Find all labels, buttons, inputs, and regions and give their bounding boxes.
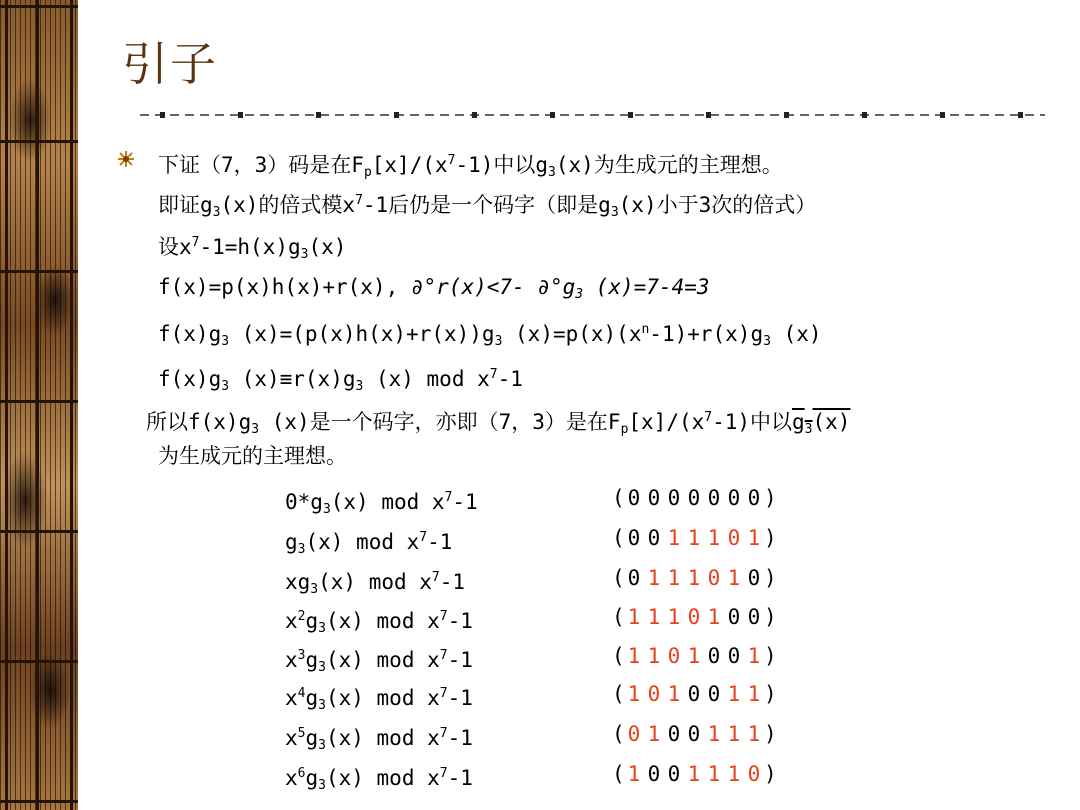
text-line-3: 设$x^7-1=h(x)g_3(x)$: [158, 235, 347, 262]
table-row-expr: $x^3g_3(x)$ mod $x^7-1$: [285, 648, 473, 675]
table-row-codeword: ( 0 1 0 0 1 1 1 ): [612, 722, 777, 746]
table-row-codeword: ( 1 0 0 1 1 1 0 ): [612, 762, 777, 786]
dashed-divider: [140, 110, 1045, 120]
text-line-7: 所以$f(x)g_3$ (x)是一个码字，亦即（7，3）是在$F_p[x]/(x^7-1)$中以$g_3(x)$: [146, 410, 851, 437]
text-line-5: $f(x)g_3$ $(x)=(p(x)h(x)+r(x))g_3$ $(x)=p(x)(x^n-1)+r(x)g_3$ (x): [158, 322, 822, 349]
table-row-codeword: ( 1 0 1 0 0 1 1 ): [612, 682, 777, 706]
table-row-codeword: ( 1 1 0 1 0 0 1 ): [612, 644, 777, 668]
table-row-codeword: ( 1 1 1 0 1 0 0 ): [612, 605, 777, 629]
table-row-codeword: ( 0 0 0 0 0 0 0 ): [612, 486, 777, 510]
text-line-8: 为生成元的主理想。: [158, 444, 347, 468]
text-line-2: 即证$g_3(x)$的倍式模$x^7-1$后仍是一个码字（即是$g_3(x)$小于3次的倍式）: [158, 193, 817, 220]
table-row-expr: $g_3(x)$ mod $x^7-1$: [285, 530, 453, 557]
star-bullet-icon: [117, 150, 135, 168]
table-row-expr: $x^5g_3(x)$ mod $x^7-1$: [285, 726, 473, 753]
table-row-expr: $x^2g_3(x)$ mod $x^7-1$: [285, 609, 473, 636]
table-row-codeword: ( 0 1 1 1 0 1 0 ): [612, 566, 777, 590]
table-row-expr: $0*g_3(x)$ mod $x^7-1$: [285, 490, 478, 517]
table-row-codeword: ( 0 0 1 1 1 0 1 ): [612, 526, 777, 550]
text-line-4: f(x)=p(x)h(x)+r(x), ∂°r(x)<7- $\partial^\circ g_3$ (x)=7-4=3: [158, 275, 710, 302]
table-row-expr: $x^4g_3(x)$ mod $x^7-1$: [285, 686, 473, 713]
slide-title: 引子: [122, 37, 218, 91]
text-line-6: $f(x)g_3$ $(x)\equiv r(x)g_3$ (x) mod $x^7-1$: [158, 367, 523, 394]
text-line-1: 下证（7，3）码是在$F_p[x]/(x^7-1)$中以$g_3(x)$为生成元的主理想。: [158, 153, 783, 180]
table-row-expr: $xg_3(x)$ mod $x^7-1$: [285, 570, 466, 597]
table-row-expr: $x^6g_3(x)$ mod $x^7-1$: [285, 766, 473, 793]
decorative-sidebar: [0, 0, 78, 810]
